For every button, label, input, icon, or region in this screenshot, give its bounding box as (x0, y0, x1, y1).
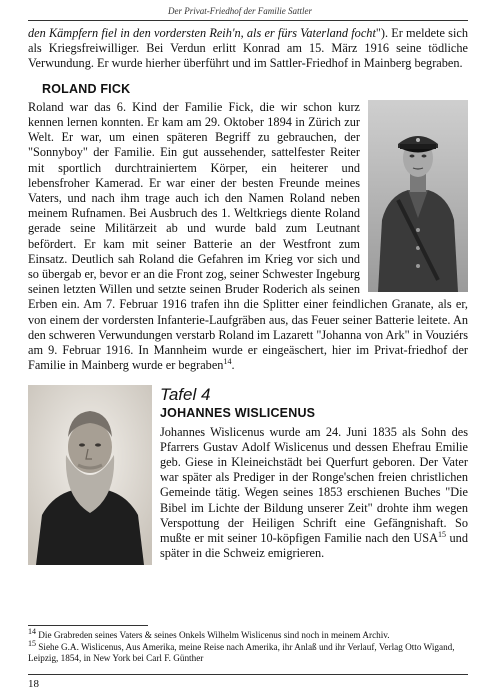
tafel-label: Tafel 4 (160, 385, 211, 405)
intro-paragraph (28, 26, 468, 72)
photo-roland-fick (368, 100, 468, 292)
photo-johannes-wislicenus (28, 385, 152, 565)
page-number: 18 (28, 678, 39, 690)
footnote-ref-14: 14 (223, 357, 232, 367)
intro-text: "). Er meldete sich als Kriegsfreiwilliger. Bei Verdun erlitt Konrad am 15. März 1916 seine tödliche Verwundung. Er wurde hierher überführt und im Sattler-Friedhof in Mainberg begraben. (28, 26, 468, 71)
section-title-roland: ROLAND FICK (42, 81, 131, 96)
johannes-section (28, 385, 468, 567)
footnote-14 (28, 626, 468, 642)
intro-italic-quote: den Kämpfern fiel in den vordersten Reih'n, als er fürs Vaterland focht (28, 26, 376, 40)
roland-text: Roland war das 6. Kind der Familie Fick, die wir schon kurz kennen lernen konnten. Er kam am 29. Oktober 1894 in Zürich zur Welt. Er war, um einen späteren Begriff zu gebrauchen, der "Sonnyboy" der Familie. Ein gut aussehender, sattelfester Reiter mit sportlich durchtrainiertem Körper, ein heiterer und lebensfroher Kamerad. Er war einer der besten Freunde meines Vaters, und nach ihm trage auch ich den Namen Roland neben meinem Rufnamen. Bei Ausbruch des 1. Weltkriegs diente Roland gerade seine Militärzeit ab und wurde bald zum Leutnant befördert. Er kam mit seiner Batterie an der Westfront zum Einsatz. Deutlich sah Roland die Gefahren im Krieg vor sich und so übergab er, bevor er an die Front zog, seiner Schwester Ingeburg seinen letzten Willen und setzte seinen Bruder Roderich als seinen Erben ein. Am 7. Februar 1916 trafen ihn die Splitter einer feindlichen Granate, als er, von einem der vordersten Infanterie-Laufgräben aus, das Feuer seiner Batterie leitete. An den schweren Verwundungen verstarb Roland im Lazarett "Johanna von Ark" in Vouziérs am 9. Februar 1916. In Mannheim wurde er eingeäschert, hier im Privat-friedhof der Familie in Mainberg wurde er begraben (28, 99, 468, 373)
bottom-rule (28, 674, 468, 675)
roland-text-end: . (231, 358, 235, 373)
soldier-portrait-image (368, 100, 468, 292)
footnote-ref-15: 15 (437, 530, 446, 539)
footnote-rule (28, 625, 148, 626)
header-rule (28, 20, 468, 21)
roland-section (28, 100, 468, 374)
footnotes (28, 626, 468, 665)
section-title-johannes: JOHANNES WISLICENUS (160, 406, 316, 421)
footnote-text: Die Grabreden seines Vaters & seines Onkels Wilhelm Wislicenus sind noch in meinem Archiv. (36, 630, 390, 640)
footnote-number: 15 (28, 638, 36, 648)
footnote-text: Siehe G.A. Wislicenus, Aus Amerika, meine Reise nach Amerika, ihr Anlaß und ihr Verlauf, Verlag Otto Wigand, Leipzig, 1854, in New York bei Carl F. Günther (28, 641, 455, 663)
bearded-man-portrait-image (28, 385, 152, 565)
running-header: Der Privat-Friedhof der Familie Sattler (168, 6, 312, 16)
page-content (28, 26, 468, 567)
johannes-text-end: und später in die Schweiz emigrieren. (160, 531, 468, 561)
footnote-number: 14 (28, 626, 36, 636)
footnote-15 (28, 638, 468, 665)
johannes-text: Johannes Wislicenus wurde am 24. Juni 1835 als Sohn des Pfarrers Gustav Adolf Wislicenus und dessen Ehefrau Emilie geb. Giese in Kleineichstädt bei Querfurt geboren. Der Vater war später als Prediger in der Ronge'schen freien christlichen Gemeinde tätig. Wegen seines 1853 erschienen Buches "Die Bibel im Lichte der Bildung unserer Zeit" drohte ihm wegen Verspottung der Heiligen Schrift eine Gefängnishaft. So mußte er mit seiner 10-köpfigen Familie nach den USA (160, 424, 468, 546)
